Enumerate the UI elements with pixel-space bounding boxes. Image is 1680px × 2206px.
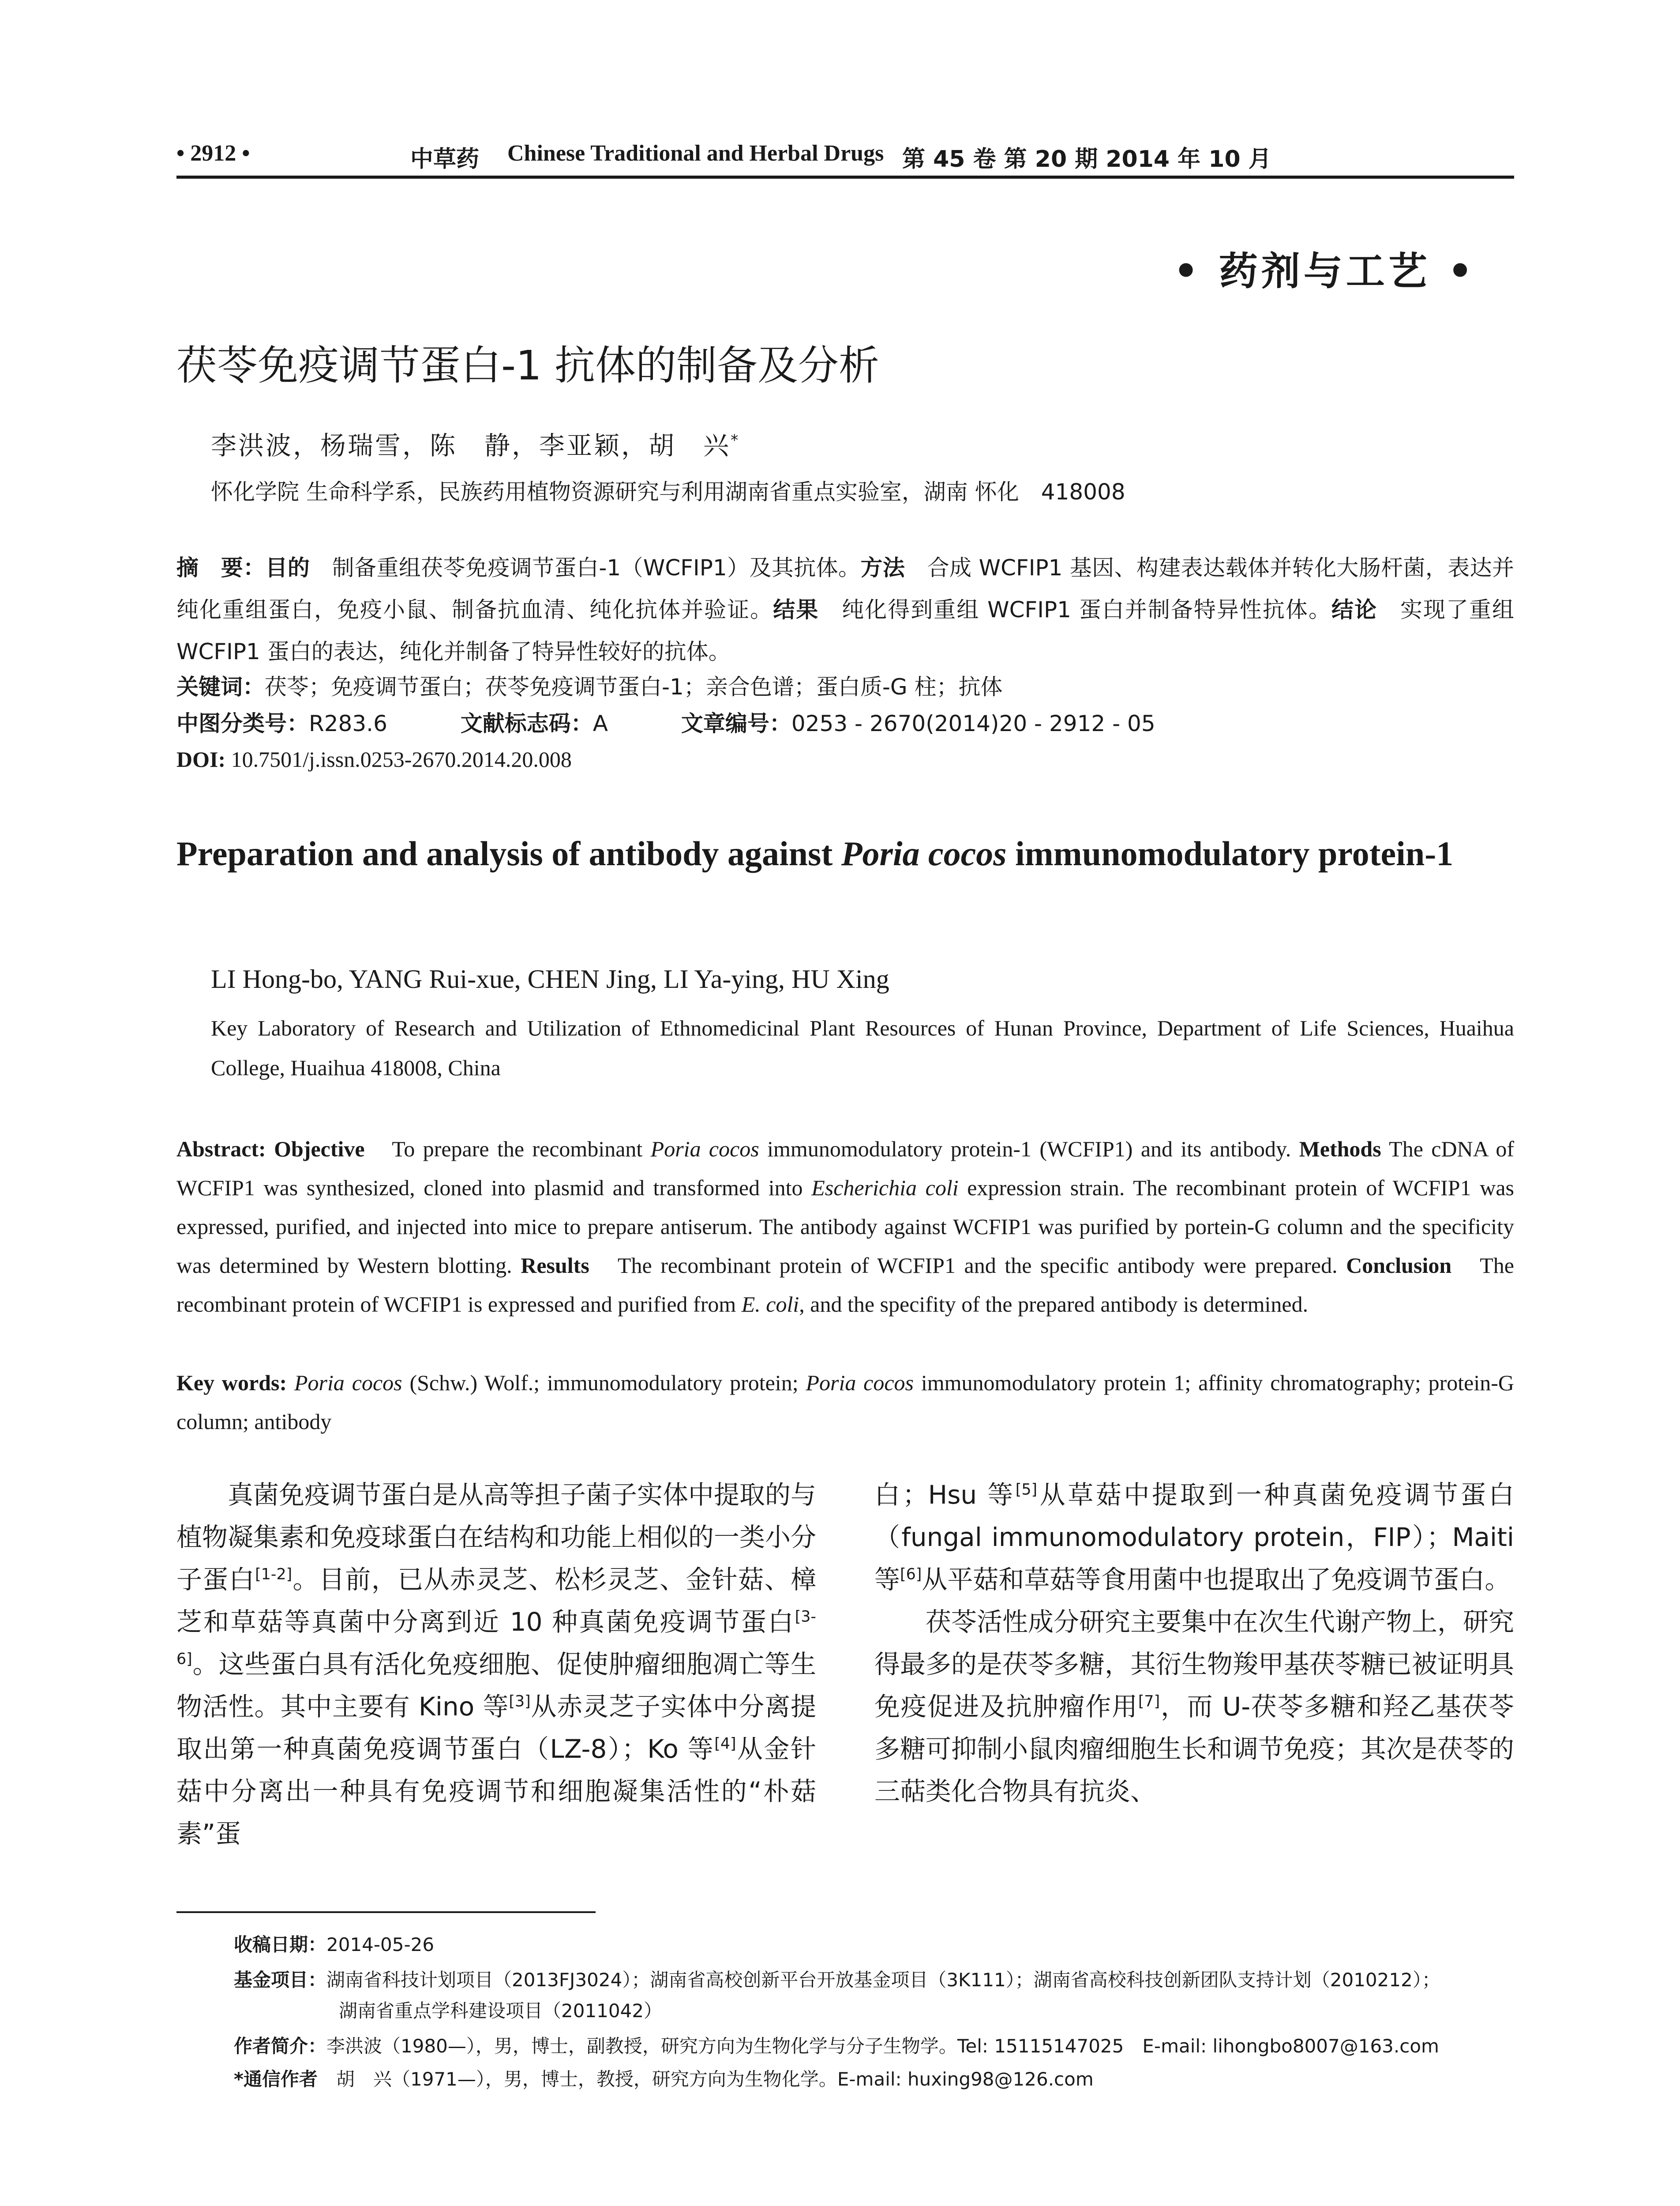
methods-en-italic: Escherichia coli [811, 1175, 959, 1200]
keywords-en-italic2: Poria cocos [806, 1370, 914, 1395]
corresponding-mark: * [731, 431, 740, 450]
article-number-label: 文章编号： [681, 711, 791, 736]
body-paragraph [874, 1474, 1514, 1601]
journal-name-en: Chinese Traditional and Herbal Drugs [507, 141, 884, 166]
reference: [3] [509, 1692, 531, 1711]
reference: [7] [1138, 1692, 1160, 1711]
footnote-corresponding [234, 2065, 1094, 2091]
affiliation-en: Key Laboratory of Research and Utilization of Ethnomedicinal Plant Resources of Hunan Province, Department of Life Sciences, Huaihua College, Huaihua 418008, China [211, 1016, 1514, 1080]
title-en-part2: immunomodulatory protein-1 [1006, 834, 1454, 873]
body-paragraph [176, 1474, 816, 1855]
objective-en-b: immunomodulatory protein-1 (WCFIP1) and its antibody. [759, 1137, 1299, 1161]
keywords-en-part2: immunomodulatory protein 1; affinity chromatography; protein-G column; antibody [176, 1370, 1515, 1434]
footnote-author [234, 2032, 1439, 2058]
objective-cn: 制备重组茯苓免疫调节蛋白-1（WCFIP1）及其抗体。 [310, 555, 861, 581]
header-rule [176, 176, 1514, 179]
body-column-left [176, 1474, 816, 1855]
footnote-fund-cont: 湖南省重点学科建设项目（2011042） [339, 2000, 663, 2022]
keywords-cn-label: 关键词： [176, 674, 265, 700]
footnote-received [234, 1930, 434, 1957]
footnote-text: 李洪波（1980—），男，博士，副教授，研究方向为生物化学与分子生物学。Tel: 15115147025 E-mail: lihongbo8007@163.com [326, 2035, 1439, 2057]
footnote-label: 基金项目： [234, 1969, 327, 1991]
journal-issue: 第 45 卷 第 20 期 2014 年 10 月 [902, 146, 1271, 173]
objective-en-a: To prepare the recombinant [364, 1137, 651, 1161]
keywords-en [176, 1363, 1514, 1441]
abstract-cn [176, 547, 1514, 673]
conclusion-cn: 实现了重组 WCFIP1 蛋白的表达，纯化并制备了特异性较好的抗体。 [176, 597, 1515, 664]
body-text: 从平菇和草菇等食用菌中也提取出了免疫调节蛋白。 [922, 1564, 1511, 1594]
title-en-part1: Preparation and analysis of antibody against [176, 834, 841, 873]
abstract-en [176, 1129, 1514, 1324]
results-en: The recombinant protein of WCFIP1 and the specific antibody were prepared. [589, 1253, 1346, 1278]
body-text: 从金针菇中分离出一种具有免疫调节和细胞凝集活性的“朴菇素”蛋 [176, 1734, 816, 1849]
reference: [1-2] [255, 1565, 292, 1583]
body-text: 真菌免疫调节蛋白是从高等担子菌子实体中提取的与植物凝集素和免疫球蛋白在结构和功能上相似的一类小分子蛋白 [176, 1480, 817, 1594]
keywords-en-part1: (Schw.) Wolf.; immunomodulatory protein; [402, 1370, 806, 1395]
body-text: 茯苓活性成分研究主要集中在次生代谢产物上，研究得最多的是茯苓多糖，其衍生物羧甲基茯苓糖已被证明具免疫促进及抗肿瘤作用 [874, 1607, 1515, 1722]
doc-code-value: A [592, 711, 608, 736]
reference: [5] [1015, 1481, 1038, 1499]
keywords-cn [176, 666, 1003, 708]
journal-name-cn: 中草药 [410, 146, 480, 173]
results-cn: 纯化得到重组 WCFIP1 蛋白并制备特异性抗体。 [819, 597, 1331, 623]
methods-cn: 合成 WCFIP1 基因、构建表达载体并转化大肠杆菌，表达并纯化重组蛋白，免疫小鼠、制备抗血清、纯化抗体并验证。 [176, 555, 1515, 623]
footnote-label: 作者简介： [234, 2035, 327, 2057]
reference: [4] [714, 1735, 736, 1753]
keywords-en-italic1: Poria cocos [294, 1370, 402, 1395]
results-label-cn: 结果 [773, 597, 819, 623]
methods-label-en: Methods [1299, 1137, 1381, 1161]
body-text: 。目前，已从赤灵芝、松杉灵芝、金针菇、樟芝和草菇等真菌中分离到近 10 种真菌免疫调节蛋白 [176, 1564, 816, 1637]
reference: [3-6] [176, 1608, 816, 1668]
objective-label-cn: 目的 [265, 555, 310, 581]
reference: [6] [900, 1565, 922, 1583]
body-column-right [874, 1474, 1514, 1812]
conclusion-en-b: , and the specifity of the prepared antibody is determined. [799, 1292, 1309, 1317]
conclusion-en-a: The recombinant protein of WCFIP1 is expressed and purified from [176, 1253, 1514, 1317]
article-number-value: 0253 - 2670(2014)20 - 2912 - 05 [791, 711, 1155, 736]
conclusion-en-italic: E. coli [741, 1292, 799, 1317]
body-text: 从赤灵芝子实体中分离提取出第一种真菌免疫调节蛋白（LZ-8）；Ko 等 [176, 1692, 816, 1764]
clc-label: 中图分类号： [176, 711, 309, 736]
authors-cn-text: 李洪波，杨瑞雪，陈 静，李亚颖，胡 兴 [211, 431, 731, 461]
methods-en-a: The cDNA of WCFIP1 was synthesized, cloned into plasmid and transformed into [176, 1137, 1515, 1200]
section-tag: • 药剂与工艺 • [1174, 248, 1476, 294]
article-title-en [176, 827, 1514, 880]
objective-label-en: Objective [274, 1137, 365, 1161]
doi-row [176, 747, 572, 772]
page-number: • 2912 • [176, 141, 250, 166]
abstract-cn-label: 摘 要： [176, 555, 266, 581]
footnote-text: 胡 兴（1971—），男，博士，教授，研究方向为生物化学。E-mail: huxing98@126.com [317, 2068, 1094, 2090]
abstract-en-label: Abstract: [176, 1137, 266, 1161]
authors-en: LI Hong-bo, YANG Rui-xue, CHEN Jing, LI Ya-ying, HU Xing [211, 964, 889, 994]
footnote-fund [234, 1966, 1440, 1992]
footnote-label: *通信作者 [234, 2068, 318, 2090]
doc-code-label: 文献标志码： [460, 711, 593, 736]
affiliation-cn: 怀化学院 生命科学系，民族药用植物资源研究与利用湖南省重点实验室，湖南 怀化 418008 [211, 479, 1125, 505]
authors-cn [211, 425, 740, 462]
footnote-text: 2014-05-26 [326, 1934, 435, 1955]
methods-en-b: expression strain. The recombinant protein of WCFIP1 was expressed, purified, and injected into mice to prepare antiserum. The antibody against WCFIP1 was purified by portein-G column and the specificity was determined by Western blotting. [176, 1175, 1514, 1278]
keywords-en-label: Key words: [176, 1370, 287, 1395]
conclusion-label-en: Conclusion [1346, 1253, 1452, 1278]
methods-label-cn: 方法 [860, 555, 905, 581]
doi-value: 10.7501/j.issn.0253-2670.2014.20.008 [231, 747, 572, 772]
footnote-label: 收稿日期： [234, 1934, 327, 1955]
footnote-rule [176, 1911, 596, 1913]
conclusion-label-cn: 结论 [1331, 597, 1377, 623]
doi-label: DOI: [176, 747, 226, 772]
results-label-en: Results [521, 1253, 589, 1278]
article-title-cn: 茯苓免疫调节蛋白-1 抗体的制备及分析 [176, 342, 879, 389]
body-paragraph [874, 1601, 1514, 1812]
body-text: 。这些蛋白具有活化免疫细胞、促使肿瘤细胞凋亡等生物活性。其中主要有 Kino 等 [176, 1649, 816, 1722]
objective-en-italic: Poria cocos [650, 1137, 759, 1161]
classification-row [176, 706, 1155, 738]
title-en-italic: Poria cocos [841, 834, 1007, 873]
clc-value: R283.6 [309, 711, 387, 736]
keywords-cn-text: 茯苓；免疫调节蛋白；茯苓免疫调节蛋白-1；亲合色谱；蛋白质-G 柱；抗体 [265, 674, 1003, 700]
body-text: 从草菇中提取到一种真菌免疫调节蛋白（fungal immunomodulatory protein，FIP）；Maiti 等 [874, 1480, 1514, 1594]
body-text: 白；Hsu 等 [874, 1480, 1016, 1510]
footnote-text: 湖南省科技计划项目（2013FJ3024）；湖南省高校创新平台开放基金项目（3K111）；湖南省高校科技创新团队支持计划（2010212）； [326, 1969, 1440, 1991]
body-text: ，而 U-茯苓多糖和羟乙基茯苓多糖可抑制小鼠肉瘤细胞生长和调节免疫；其次是茯苓的三萜类化合物具有抗炎、 [874, 1692, 1515, 1806]
